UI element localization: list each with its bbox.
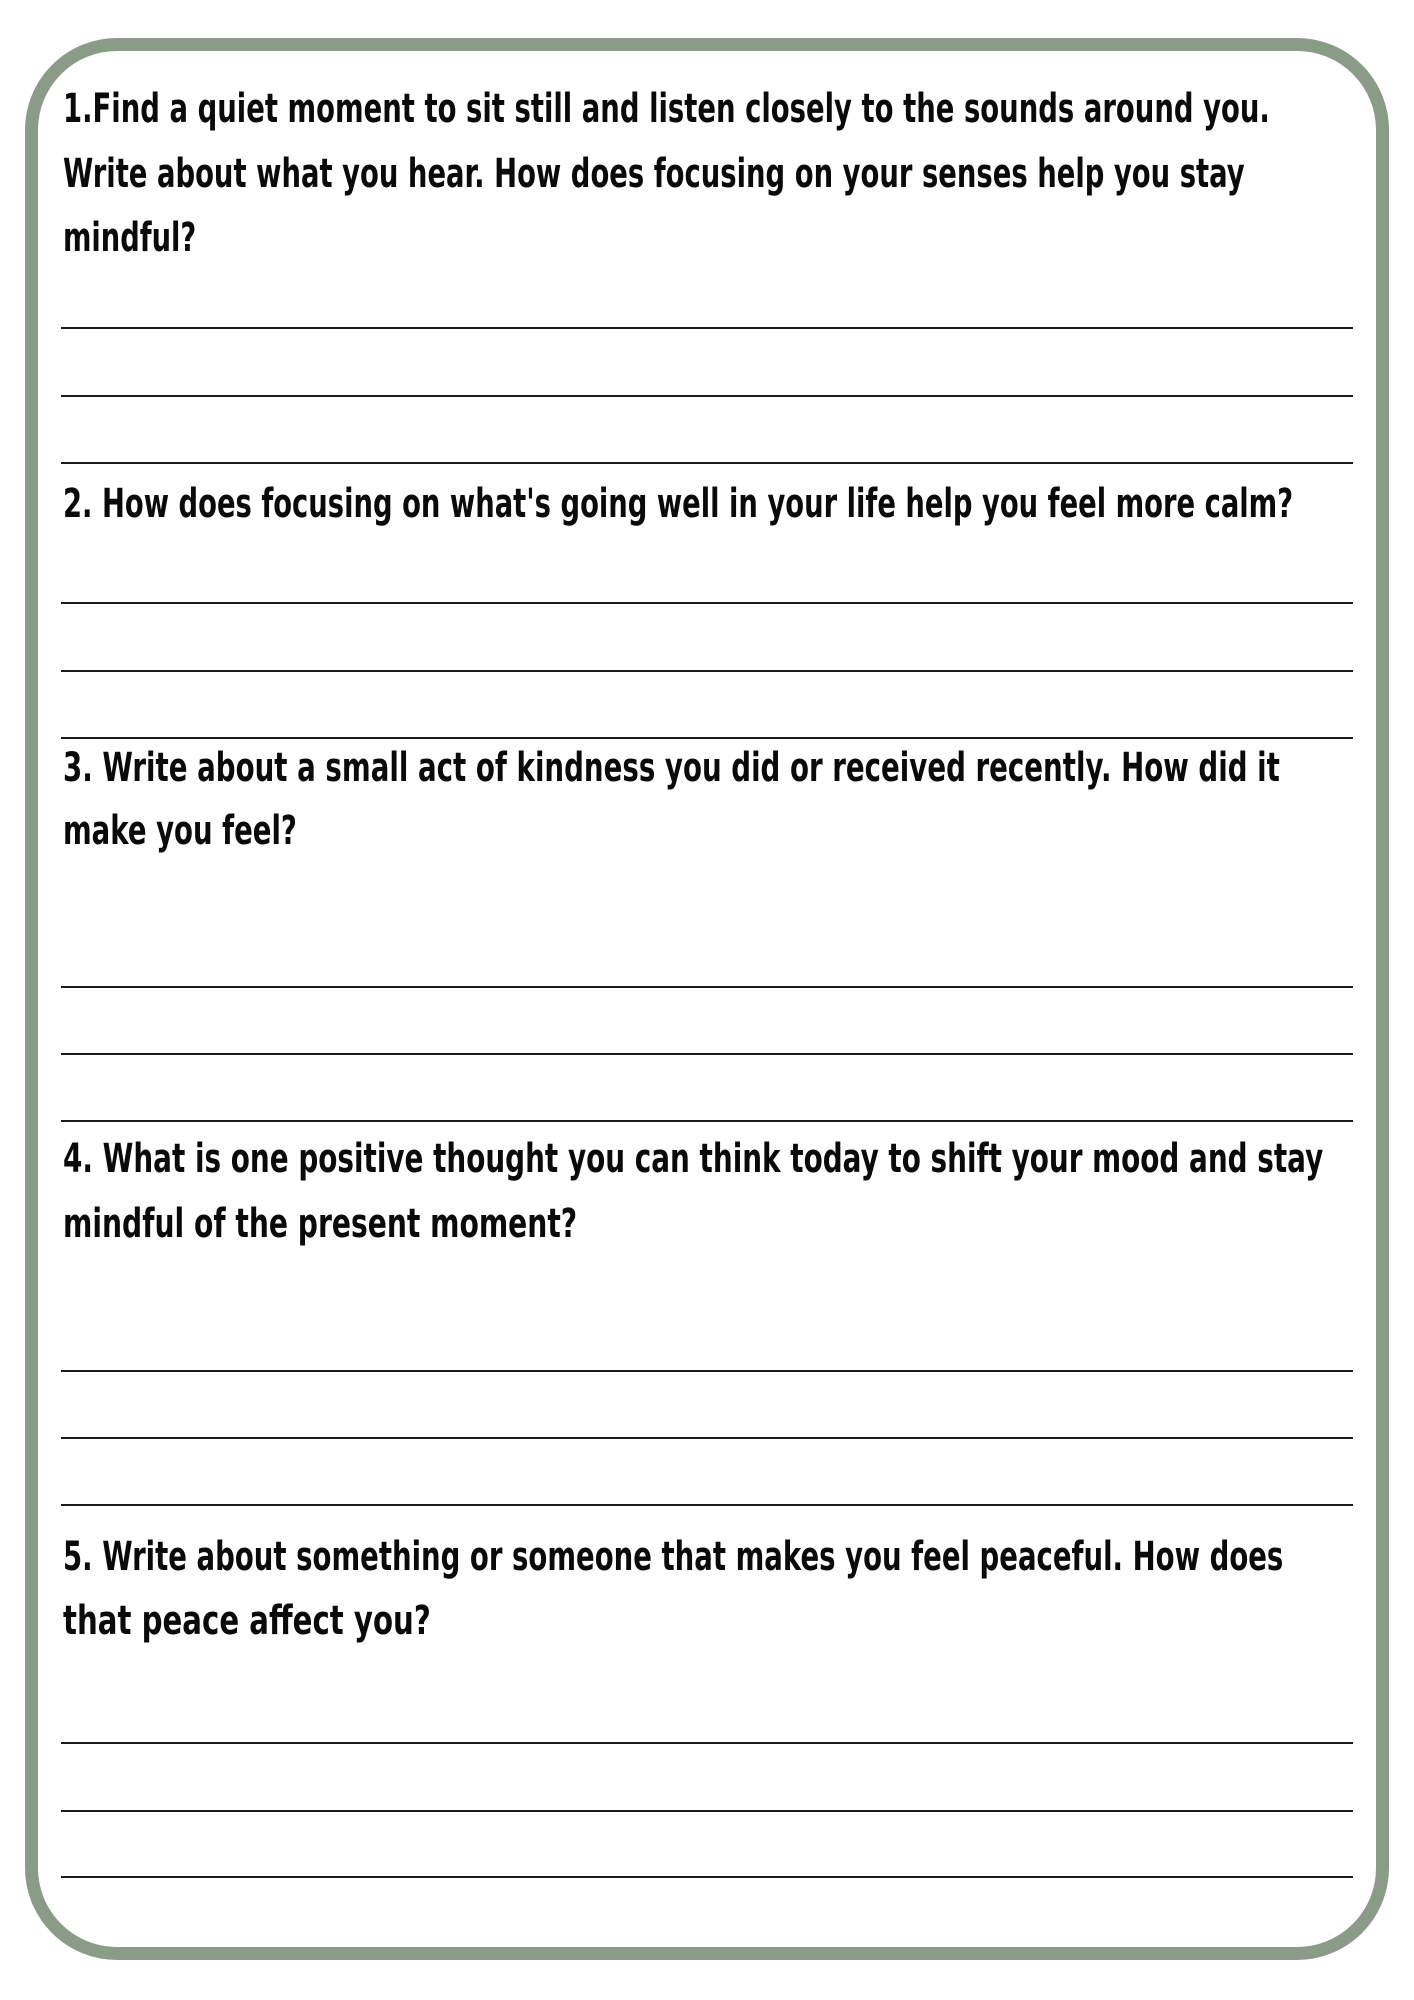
question-4-answer-line-1[interactable] [61,1370,1353,1372]
question-3-answer-line-1[interactable] [61,986,1353,988]
question-1-answer-line-3[interactable] [61,462,1353,464]
question-4-text-line-1: 4. What is one positive thought you can think today to shift your mood and stay [63,1136,1324,1182]
question-2-answer-line-1[interactable] [61,602,1353,604]
question-1-answer-line-1[interactable] [61,327,1353,329]
question-5-answer-line-1[interactable] [61,1742,1353,1744]
question-1-text-line-3: mindful? [63,215,197,261]
question-1-answer-line-2[interactable] [61,395,1353,397]
question-1-text-line-1: 1.Find a quiet moment to sit still and listen closely to the sounds around you. [63,86,1270,132]
question-3-text-line-1: 3. Write about a small act of kindness you did or received recently. How did it [63,745,1280,791]
question-2-answer-line-3[interactable] [61,737,1353,739]
question-3-text-line-2: make you feel? [63,808,297,854]
question-4-answer-line-3[interactable] [61,1504,1353,1506]
question-3-answer-line-3[interactable] [61,1120,1353,1122]
question-3-answer-line-2[interactable] [61,1053,1353,1055]
question-5-text-line-1: 5. Write about something or someone that makes you feel peaceful. How does [63,1534,1284,1580]
question-5-answer-line-3[interactable] [61,1876,1353,1878]
question-5-text-line-2: that peace affect you? [63,1598,431,1644]
question-4-text-line-2: mindful of the present moment? [63,1201,578,1247]
question-2-answer-line-2[interactable] [61,670,1353,672]
question-2-text-line-1: 2. How does focusing on what's going well in your life help you feel more calm? [63,481,1294,527]
question-4-answer-line-2[interactable] [61,1437,1353,1439]
question-1-text-line-2: Write about what you hear. How does focusing on your senses help you stay [63,151,1245,197]
question-5-answer-line-2[interactable] [61,1810,1353,1812]
